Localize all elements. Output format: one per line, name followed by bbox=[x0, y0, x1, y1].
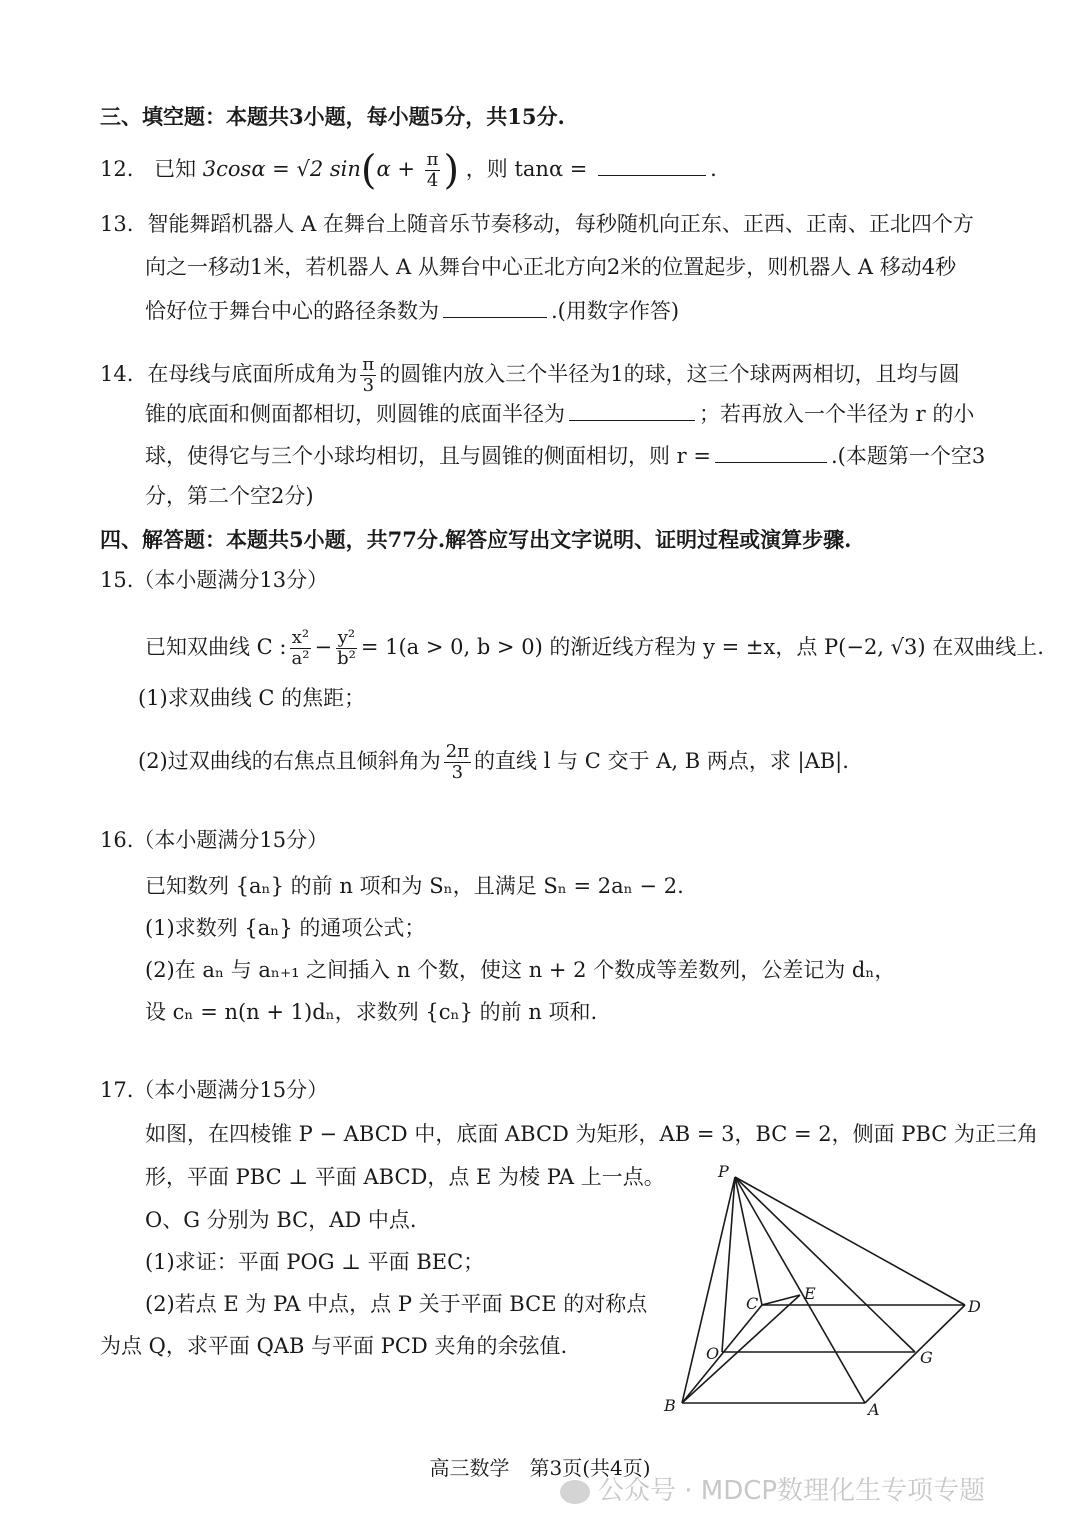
q14-line3: 球，使得它与三个小球均相切，且与圆锥的侧面相切，则 r = .(本题第一个空3 bbox=[145, 444, 986, 468]
q12-pi-over-4: $\frac{\pi}{4}$ bbox=[426, 149, 439, 191]
q14-line2: 锥的底面和侧面都相切，则圆锥的底面半径为 ；若再放入一个半径为 r 的小 bbox=[145, 402, 975, 426]
q12-number: 12. bbox=[100, 156, 134, 181]
q12-open-paren: ( bbox=[360, 147, 377, 194]
label-O: O bbox=[706, 1344, 720, 1363]
q16-statement: 已知数列 {aₙ} 的前 n 项和为 Sₙ，且满足 Sₙ = 2aₙ − 2. bbox=[145, 874, 684, 898]
q15-part2: (2)过双曲线的右焦点且倾斜角为 $\frac{2\pi}{3}$ 的直线 l 与 C 交于 A, B 两点，求 |AB|. bbox=[138, 741, 849, 783]
edge-BE bbox=[682, 1295, 800, 1403]
wechat-icon bbox=[560, 1480, 590, 1504]
edge-PC bbox=[735, 1177, 762, 1305]
q17-header: 17.（本小题满分15分） bbox=[100, 1078, 329, 1102]
page-footer: 高三数学 第3页(共4页) bbox=[429, 1456, 651, 1480]
section3-header: 三、填空题：本题共3小题，每小题5分，共15分. bbox=[100, 104, 565, 129]
q12-lhs: 3cosα = √2 sin bbox=[202, 156, 361, 181]
edge-AD bbox=[865, 1305, 965, 1403]
q15-x2-over-a2: $\frac{\text{x²}}{\text{a²}}$ bbox=[291, 627, 310, 669]
q12-answer-blank bbox=[598, 157, 706, 176]
q15-header: 15.（本小题满分13分） bbox=[100, 568, 329, 592]
q14-line4: 分，第二个空2分) bbox=[145, 484, 314, 508]
watermark-text: 公众号 · MDCP数理化生专项专题 bbox=[598, 1476, 986, 1506]
edge-PA bbox=[735, 1177, 865, 1403]
label-A: A bbox=[868, 1400, 880, 1419]
q12-inner: α + bbox=[376, 156, 422, 181]
q16-part2-line2: 设 cₙ = n(n + 1)dₙ，求数列 {cₙ} 的前 n 项和. bbox=[145, 1000, 598, 1024]
q13-line1: 13. 智能舞蹈机器人 A 在舞台上随音乐节奏移动，每秒随机向正东、正西、正南、正北四个方 bbox=[100, 212, 974, 236]
q12-then: ，则 tanα = bbox=[465, 156, 588, 181]
q16-part2-line1: (2)在 aₙ 与 aₙ₊₁ 之间插入 n 个数，使这 n + 2 个数成等差数列，公差记为 dₙ， bbox=[145, 958, 896, 982]
label-P: P bbox=[718, 1162, 729, 1181]
question-12: 12. 已知 3cosα = √2 sin(α + $\frac{\pi}{4}$ ) ，则 tanα = . bbox=[100, 147, 717, 194]
q17-part2-line2: 为点 Q，求平面 QAB 与平面 PCD 夹角的余弦值. bbox=[100, 1334, 568, 1358]
q16-part1: (1)求数列 {aₙ} 的通项公式； bbox=[145, 916, 426, 940]
q13-line2: 向之一移动1米，若机器人 A 从舞台中心正北方向2米的位置起步，则机器人 A 移动4秒 bbox=[145, 255, 957, 279]
q14-line1: 14. 在母线与底面所成角为 $\frac{\pi}{3}$ 的圆锥内放入三个半径为1的球，这三个球两两相切，且均与圆 bbox=[100, 354, 960, 396]
q15-part1: (1)求双曲线 C 的焦距； bbox=[138, 686, 366, 710]
label-C: C bbox=[746, 1294, 759, 1313]
label-G: G bbox=[920, 1348, 933, 1367]
q17-line1: 如图，在四棱锥 P − ABCD 中，底面 ABCD 为矩形，AB = 3，BC = 2，侧面 PBC 为正三角 bbox=[145, 1122, 1039, 1146]
q17-part1: (1)求证：平面 POG ⊥ 平面 BEC； bbox=[145, 1250, 485, 1274]
q17-line3: O、G 分别为 BC，AD 中点. bbox=[145, 1208, 417, 1232]
pyramid-figure bbox=[640, 1155, 1000, 1425]
q15-2pi-over-3: $\frac{2\pi}{3}$ bbox=[445, 741, 470, 783]
q14-pi-over-3: $\frac{\pi}{3}$ bbox=[362, 354, 375, 396]
q17-part2-line1: (2)若点 E 为 PA 中点，点 P 关于平面 BCE 的对称点 bbox=[145, 1292, 648, 1316]
section4-header: 四、解答题：本题共5小题，共77分.解答应写出文字说明、证明过程或演算步骤. bbox=[100, 527, 852, 552]
q15-statement: 已知双曲线 C : $\frac{\text{x²}}{\text{a²}}$ − $\frac{\text{y²}}{\text{b²}}$ = 1(a > 0, b > 0) 的渐近线方程为 y = ±x，点 P(−2, √3) 在双曲线上. bbox=[145, 627, 1044, 669]
q12-close-paren: ) bbox=[443, 147, 460, 194]
q14-answer-blank-2 bbox=[715, 444, 827, 463]
q15-y2-over-b2: $\frac{\text{y²}}{\text{b²}}$ bbox=[337, 627, 356, 669]
q13-answer-blank bbox=[443, 299, 547, 318]
q12-known: 已知 bbox=[154, 156, 197, 181]
label-E: E bbox=[804, 1284, 816, 1303]
q13-line3: 恰好位于舞台中心的路径条数为 .(用数字作答) bbox=[145, 299, 680, 323]
label-B: B bbox=[664, 1396, 676, 1415]
q17-line2: 形，平面 PBC ⊥ 平面 ABCD，点 E 为棱 PA 上一点。 bbox=[145, 1165, 665, 1189]
edge-PG bbox=[735, 1177, 915, 1352]
edge-PD bbox=[735, 1177, 965, 1305]
watermark bbox=[560, 1470, 985, 1507]
q16-header: 16.（本小题满分15分） bbox=[100, 828, 329, 852]
q14-answer-blank-1 bbox=[569, 402, 695, 421]
label-D: D bbox=[968, 1297, 981, 1316]
